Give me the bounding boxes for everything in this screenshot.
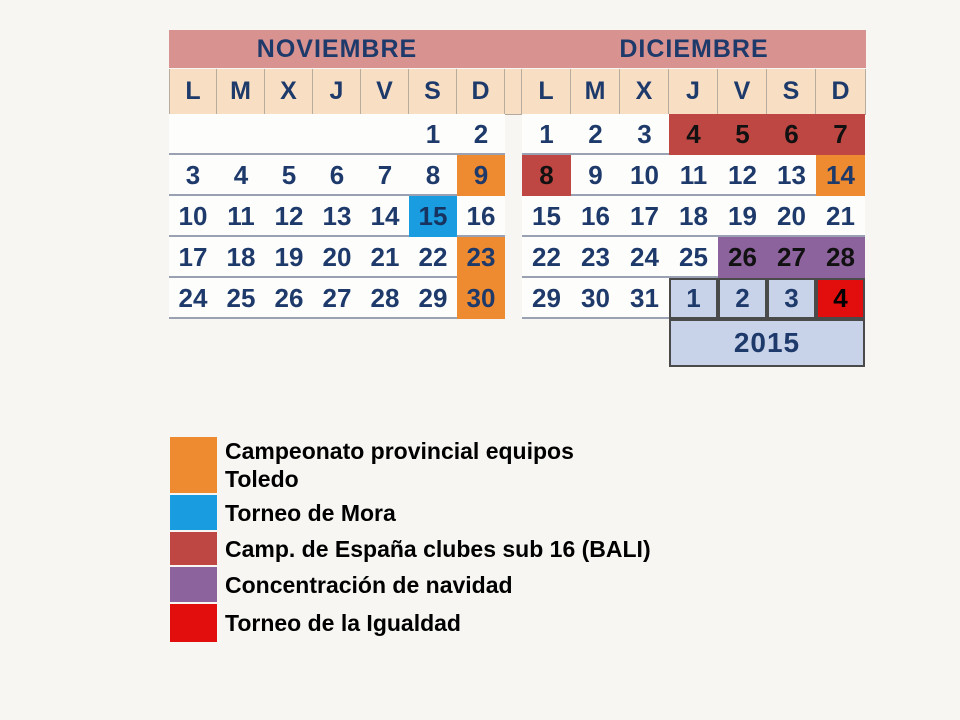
legend-label (217, 437, 574, 493)
day-header-V-nov: V (361, 69, 409, 114)
legend-label-line: Torneo de la Igualdad (225, 610, 461, 636)
legend-swatch-dark-red (170, 532, 217, 565)
day-header-M-nov: M (217, 69, 265, 114)
cell-diciembre-28: 28 (816, 237, 865, 278)
cell-noviembre-8: 8 (425, 160, 441, 190)
cell-noviembre-27: 27 (322, 283, 352, 313)
cell-diciembre-5: 5 (718, 114, 767, 155)
cell-noviembre-4: 4 (233, 160, 249, 190)
cell-noviembre-2: 2 (473, 119, 489, 149)
legend-item-dark-red (170, 532, 651, 565)
cell-noviembre-14: 14 (370, 201, 400, 231)
cell-diciembre-24: 24 (630, 242, 659, 272)
cell-noviembre-29: 29 (418, 283, 448, 313)
cell-noviembre-13: 13 (322, 201, 352, 231)
day-header-D-nov: D (457, 69, 505, 114)
day-header-L-dec: L (522, 69, 571, 114)
cell-noviembre-7: 7 (377, 160, 393, 190)
month-title-diciembre: DICIEMBRE (619, 34, 769, 63)
calendar-week-row (169, 237, 505, 278)
cell-diciembre-22: 22 (532, 242, 561, 272)
cell-noviembre-19: 19 (274, 242, 304, 272)
cell-empty (169, 114, 217, 155)
legend-swatch-orange (170, 437, 217, 493)
legend-label (217, 535, 651, 563)
day-header-J-dec: J (669, 69, 718, 114)
cell-diciembre-25: 25 (679, 242, 708, 272)
cell-empty (217, 114, 265, 155)
cell-noviembre-26: 26 (274, 283, 304, 313)
legend-label (217, 571, 513, 599)
cell-noviembre-16: 16 (466, 201, 496, 231)
legend-label (217, 499, 396, 527)
legend-swatch-red (170, 604, 217, 642)
cell-empty (265, 114, 313, 155)
cell-diciembre-1: 1 (669, 278, 718, 319)
cell-noviembre-5: 5 (281, 160, 297, 190)
legend-label-line: Concentración de navidad (225, 571, 513, 598)
cell-noviembre-21: 21 (370, 242, 400, 272)
legend-swatch-blue (170, 495, 217, 530)
cell-diciembre-23: 23 (581, 242, 610, 272)
cell-diciembre-14: 14 (816, 155, 865, 196)
legend-label-line: Toledo (225, 466, 299, 492)
cell-diciembre-21: 21 (826, 201, 855, 231)
day-header-spacer (505, 69, 522, 114)
cell-diciembre-18: 18 (679, 201, 708, 231)
day-header-row (169, 69, 866, 115)
year-label: 2015 (733, 327, 801, 358)
cell-diciembre-11: 11 (679, 160, 708, 190)
cell-noviembre-9: 9 (457, 155, 505, 196)
cell-diciembre-6: 6 (767, 114, 816, 155)
calendar-week-row (522, 155, 865, 196)
cell-noviembre-6: 6 (329, 160, 345, 190)
cell-noviembre-23: 23 (457, 237, 505, 278)
calendar-week-row (522, 114, 865, 155)
month-title-noviembre: NOVIEMBRE (256, 34, 418, 63)
legend-label (217, 609, 461, 637)
cell-noviembre-1: 1 (425, 119, 441, 149)
cell-noviembre-10: 10 (178, 201, 208, 231)
calendar-week-row (522, 237, 865, 278)
legend (170, 437, 651, 642)
cell-diciembre-19: 19 (728, 201, 757, 231)
cell-diciembre-4: 4 (669, 114, 718, 155)
day-header-D-dec: D (816, 69, 866, 114)
cell-noviembre-11: 11 (227, 201, 255, 231)
calendar-week-row (169, 155, 505, 196)
calendar-week-row (522, 196, 865, 237)
cell-noviembre-20: 20 (322, 242, 352, 272)
cell-noviembre-18: 18 (226, 242, 256, 272)
legend-label-line: Campeonato provincial equipos (225, 438, 574, 464)
day-header-S-nov: S (409, 69, 457, 114)
calendar-week-row (522, 278, 865, 319)
cell-diciembre-30: 30 (581, 283, 610, 313)
day-header-J-nov: J (313, 69, 361, 114)
legend-item-red (170, 604, 651, 642)
cell-diciembre-3: 3 (637, 119, 652, 149)
november-grid (169, 114, 505, 319)
legend-item-blue (170, 495, 651, 530)
cell-noviembre-15: 15 (409, 196, 457, 237)
december-grid (522, 114, 865, 319)
cell-diciembre-4: 4 (816, 278, 865, 319)
day-header-M-dec: M (571, 69, 620, 114)
cell-noviembre-22: 22 (418, 242, 448, 272)
legend-label-line: Torneo de Mora (225, 499, 396, 526)
cell-noviembre-25: 25 (226, 283, 256, 313)
cell-diciembre-15: 15 (532, 201, 561, 231)
cell-diciembre-17: 17 (630, 201, 659, 231)
day-header-X-dec: X (620, 69, 669, 114)
calendar-week-row (169, 278, 505, 319)
cell-noviembre-17: 17 (178, 242, 208, 272)
cell-diciembre-31: 31 (630, 283, 659, 313)
month-header-bar (169, 30, 866, 68)
cell-diciembre-9: 9 (588, 160, 603, 190)
legend-label-line: Camp. de España clubes sub 16 (BALI) (225, 535, 651, 562)
cell-noviembre-28: 28 (370, 283, 400, 313)
cell-diciembre-10: 10 (630, 160, 659, 190)
year-2015-box (669, 319, 865, 367)
day-header-S-dec: S (767, 69, 816, 114)
calendar-week-row (169, 114, 505, 155)
cell-diciembre-29: 29 (532, 283, 561, 313)
cell-diciembre-8: 8 (522, 155, 571, 196)
cell-noviembre-12: 12 (274, 201, 304, 231)
cell-diciembre-2: 2 (588, 119, 603, 149)
day-header-L-nov: L (169, 69, 217, 114)
day-header-X-nov: X (265, 69, 313, 114)
cell-diciembre-26: 26 (718, 237, 767, 278)
cell-noviembre-30: 30 (457, 278, 505, 319)
cell-empty (313, 114, 361, 155)
cell-diciembre-3: 3 (767, 278, 816, 319)
cell-diciembre-27: 27 (767, 237, 816, 278)
legend-item-orange (170, 437, 651, 493)
cell-diciembre-13: 13 (777, 160, 806, 190)
cell-diciembre-7: 7 (816, 114, 865, 155)
cell-diciembre-12: 12 (728, 160, 757, 190)
legend-item-purple (170, 567, 651, 602)
cell-diciembre-16: 16 (581, 201, 610, 231)
legend-swatch-purple (170, 567, 217, 602)
day-header-V-dec: V (718, 69, 767, 114)
cell-empty (361, 114, 409, 155)
cell-diciembre-1: 1 (539, 119, 554, 149)
calendar-week-row (169, 196, 505, 237)
cell-diciembre-20: 20 (777, 201, 806, 231)
cell-noviembre-3: 3 (185, 160, 201, 190)
cell-diciembre-2: 2 (718, 278, 767, 319)
cell-noviembre-24: 24 (178, 283, 208, 313)
